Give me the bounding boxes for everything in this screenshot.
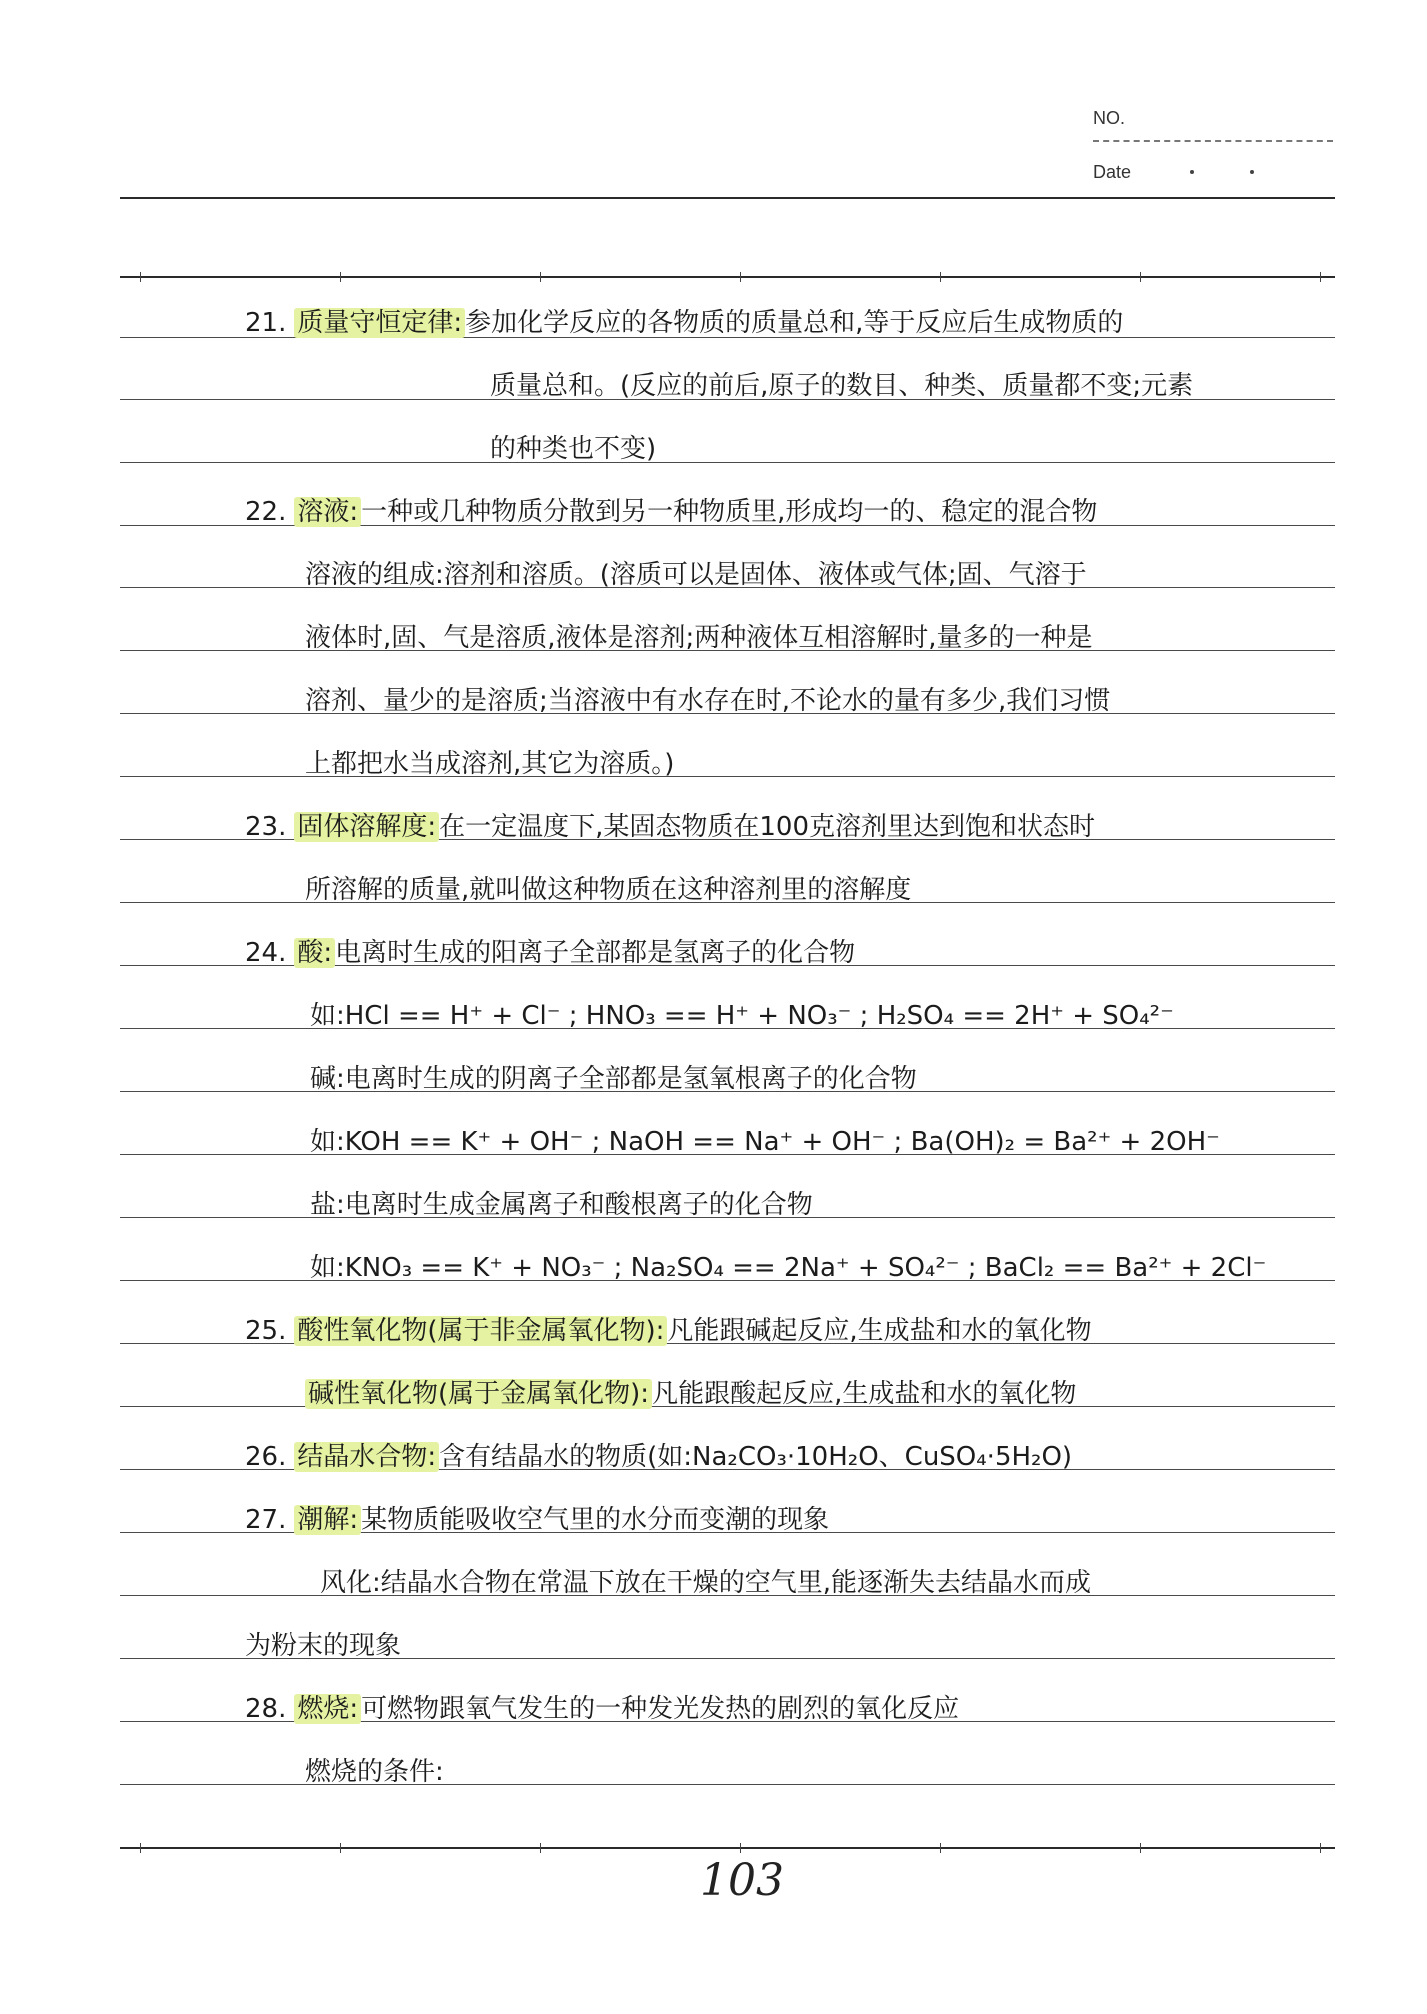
rule-tick [140, 1843, 141, 1853]
acid-examples: 如:HCl == H⁺ + Cl⁻ ; HNO₃ == H⁺ + NO₃⁻ ; H₂SO₄ == 2H⁺ + SO₄²⁻ [310, 1001, 1174, 1031]
entry-text: 参加化学反应的各物质的质量总和,等于反应后生成物质的 [465, 308, 1124, 338]
entry-text: 在一定温度下,某固态物质在100克溶剂里达到饱和状态时 [439, 812, 1096, 842]
entry-26-line-1 [245, 1436, 1072, 1473]
rule-tick [340, 1843, 341, 1853]
entry-25-line-1 [245, 1310, 1092, 1347]
salt-definition: 盐:电离时生成金属离子和酸根离子的化合物 [310, 1190, 813, 1220]
rule-tick [940, 1843, 941, 1853]
entry-number: 23. [245, 812, 287, 842]
number-dashed-line [1093, 140, 1333, 142]
entry-term: 固体溶解度: [294, 812, 439, 842]
entry-28-line-1 [245, 1688, 959, 1725]
entry-21-line-3: 的种类也不变) [490, 434, 657, 464]
entry-23-line-1 [245, 806, 1095, 843]
bottom-rule [120, 1847, 1335, 1849]
entry-term: 燃烧: [294, 1694, 361, 1724]
entry-22-line-5: 上都把水当成溶剂,其它为溶质。) [305, 749, 675, 779]
entry-term: 碱性氧化物(属于金属氧化物): [305, 1379, 652, 1409]
entry-27-line-1 [245, 1499, 829, 1536]
entry-term: 结晶水合物: [294, 1442, 439, 1472]
rule-tick [740, 1843, 741, 1853]
entry-number: 28. [245, 1694, 287, 1724]
entry-text: 含有结晶水的物质(如:Na₂CO₃·10H₂O、CuSO₄·5H₂O) [439, 1442, 1073, 1472]
entry-text: 凡能跟酸起反应,生成盐和水的氧化物 [652, 1379, 1077, 1409]
rule-tick [540, 1843, 541, 1853]
entry-text: 可燃物跟氧气发生的一种发光发热的剧烈的氧化反应 [361, 1694, 960, 1724]
salt-examples: 如:KNO₃ == K⁺ + NO₃⁻ ; Na₂SO₄ == 2Na⁺ + SO₄²⁻ ; BaCl₂ == Ba²⁺ + 2Cl⁻ [310, 1253, 1267, 1283]
entry-term: 酸: [294, 938, 335, 968]
entry-22-line-2: 溶液的组成:溶剂和溶质。(溶质可以是固体、液体或气体;固、气溶于 [305, 560, 1087, 590]
ruled-line [120, 1784, 1335, 1785]
date-dot [1250, 170, 1254, 174]
rule-tick [940, 272, 941, 282]
entry-term: 溶液: [294, 497, 361, 527]
entry-number: 22. [245, 497, 287, 527]
base-definition: 碱:电离时生成的阴离子全部都是氢氧根离子的化合物 [310, 1064, 917, 1094]
header-rule [120, 197, 1335, 199]
entry-21-line-2: 质量总和。(反应的前后,原子的数目、种类、质量都不变;元素 [490, 371, 1194, 401]
entry-25-line-2 [305, 1373, 1076, 1410]
rule-tick [1140, 272, 1141, 282]
ruled-line [120, 276, 1335, 278]
page-number: 103 [700, 1855, 784, 1906]
rule-tick [1320, 272, 1321, 282]
entry-22-line-3: 液体时,固、气是溶质,液体是溶剂;两种液体互相溶解时,量多的一种是 [305, 623, 1093, 653]
base-examples: 如:KOH == K⁺ + OH⁻ ; NaOH == Na⁺ + OH⁻ ; Ba(OH)₂ = Ba²⁺ + 2OH⁻ [310, 1127, 1220, 1157]
entry-27-line-3: 为粉末的现象 [245, 1631, 402, 1661]
entry-number: 26. [245, 1442, 287, 1472]
rule-tick [140, 272, 141, 282]
entry-term: 潮解: [294, 1505, 361, 1535]
entry-28-line-2: 燃烧的条件: [305, 1757, 444, 1787]
number-label: NO. [1093, 108, 1126, 128]
rule-tick [1140, 1843, 1141, 1853]
entry-text: 凡能跟碱起反应,生成盐和水的氧化物 [667, 1316, 1092, 1346]
date-label: Date [1093, 162, 1132, 182]
entry-24-line-1 [245, 932, 855, 969]
rule-tick [1320, 1843, 1321, 1853]
ruled-line [120, 776, 1335, 777]
entry-term: 酸性氧化物(属于非金属氧化物): [294, 1316, 667, 1346]
entry-number: 21. [245, 308, 287, 338]
entry-number: 27. [245, 1505, 287, 1535]
entry-23-line-2: 所溶解的质量,就叫做这种物质在这种溶剂里的溶解度 [305, 875, 912, 905]
entry-22-line-1 [245, 491, 1097, 528]
entry-21-line-1 [245, 302, 1123, 339]
rule-tick [540, 272, 541, 282]
entry-22-line-4: 溶剂、量少的是溶质;当溶液中有水存在时,不论水的量有多少,我们习惯 [305, 686, 1111, 716]
entry-text: 某物质能吸收空气里的水分而变潮的现象 [361, 1505, 830, 1535]
entry-term: 质量守恒定律: [294, 308, 465, 338]
ruled-line [120, 462, 1335, 463]
rule-tick [340, 272, 341, 282]
entry-text: 电离时生成的阳离子全部都是氢离子的化合物 [335, 938, 856, 968]
entry-text: 一种或几种物质分散到另一种物质里,形成均一的、稳定的混合物 [361, 497, 1098, 527]
date-dot [1190, 170, 1194, 174]
entry-27-line-2: 风化:结晶水合物在常温下放在干燥的空气里,能逐渐失去结晶水而成 [320, 1568, 1092, 1598]
entry-number: 24. [245, 938, 287, 968]
rule-tick [740, 272, 741, 282]
entry-number: 25. [245, 1316, 287, 1346]
